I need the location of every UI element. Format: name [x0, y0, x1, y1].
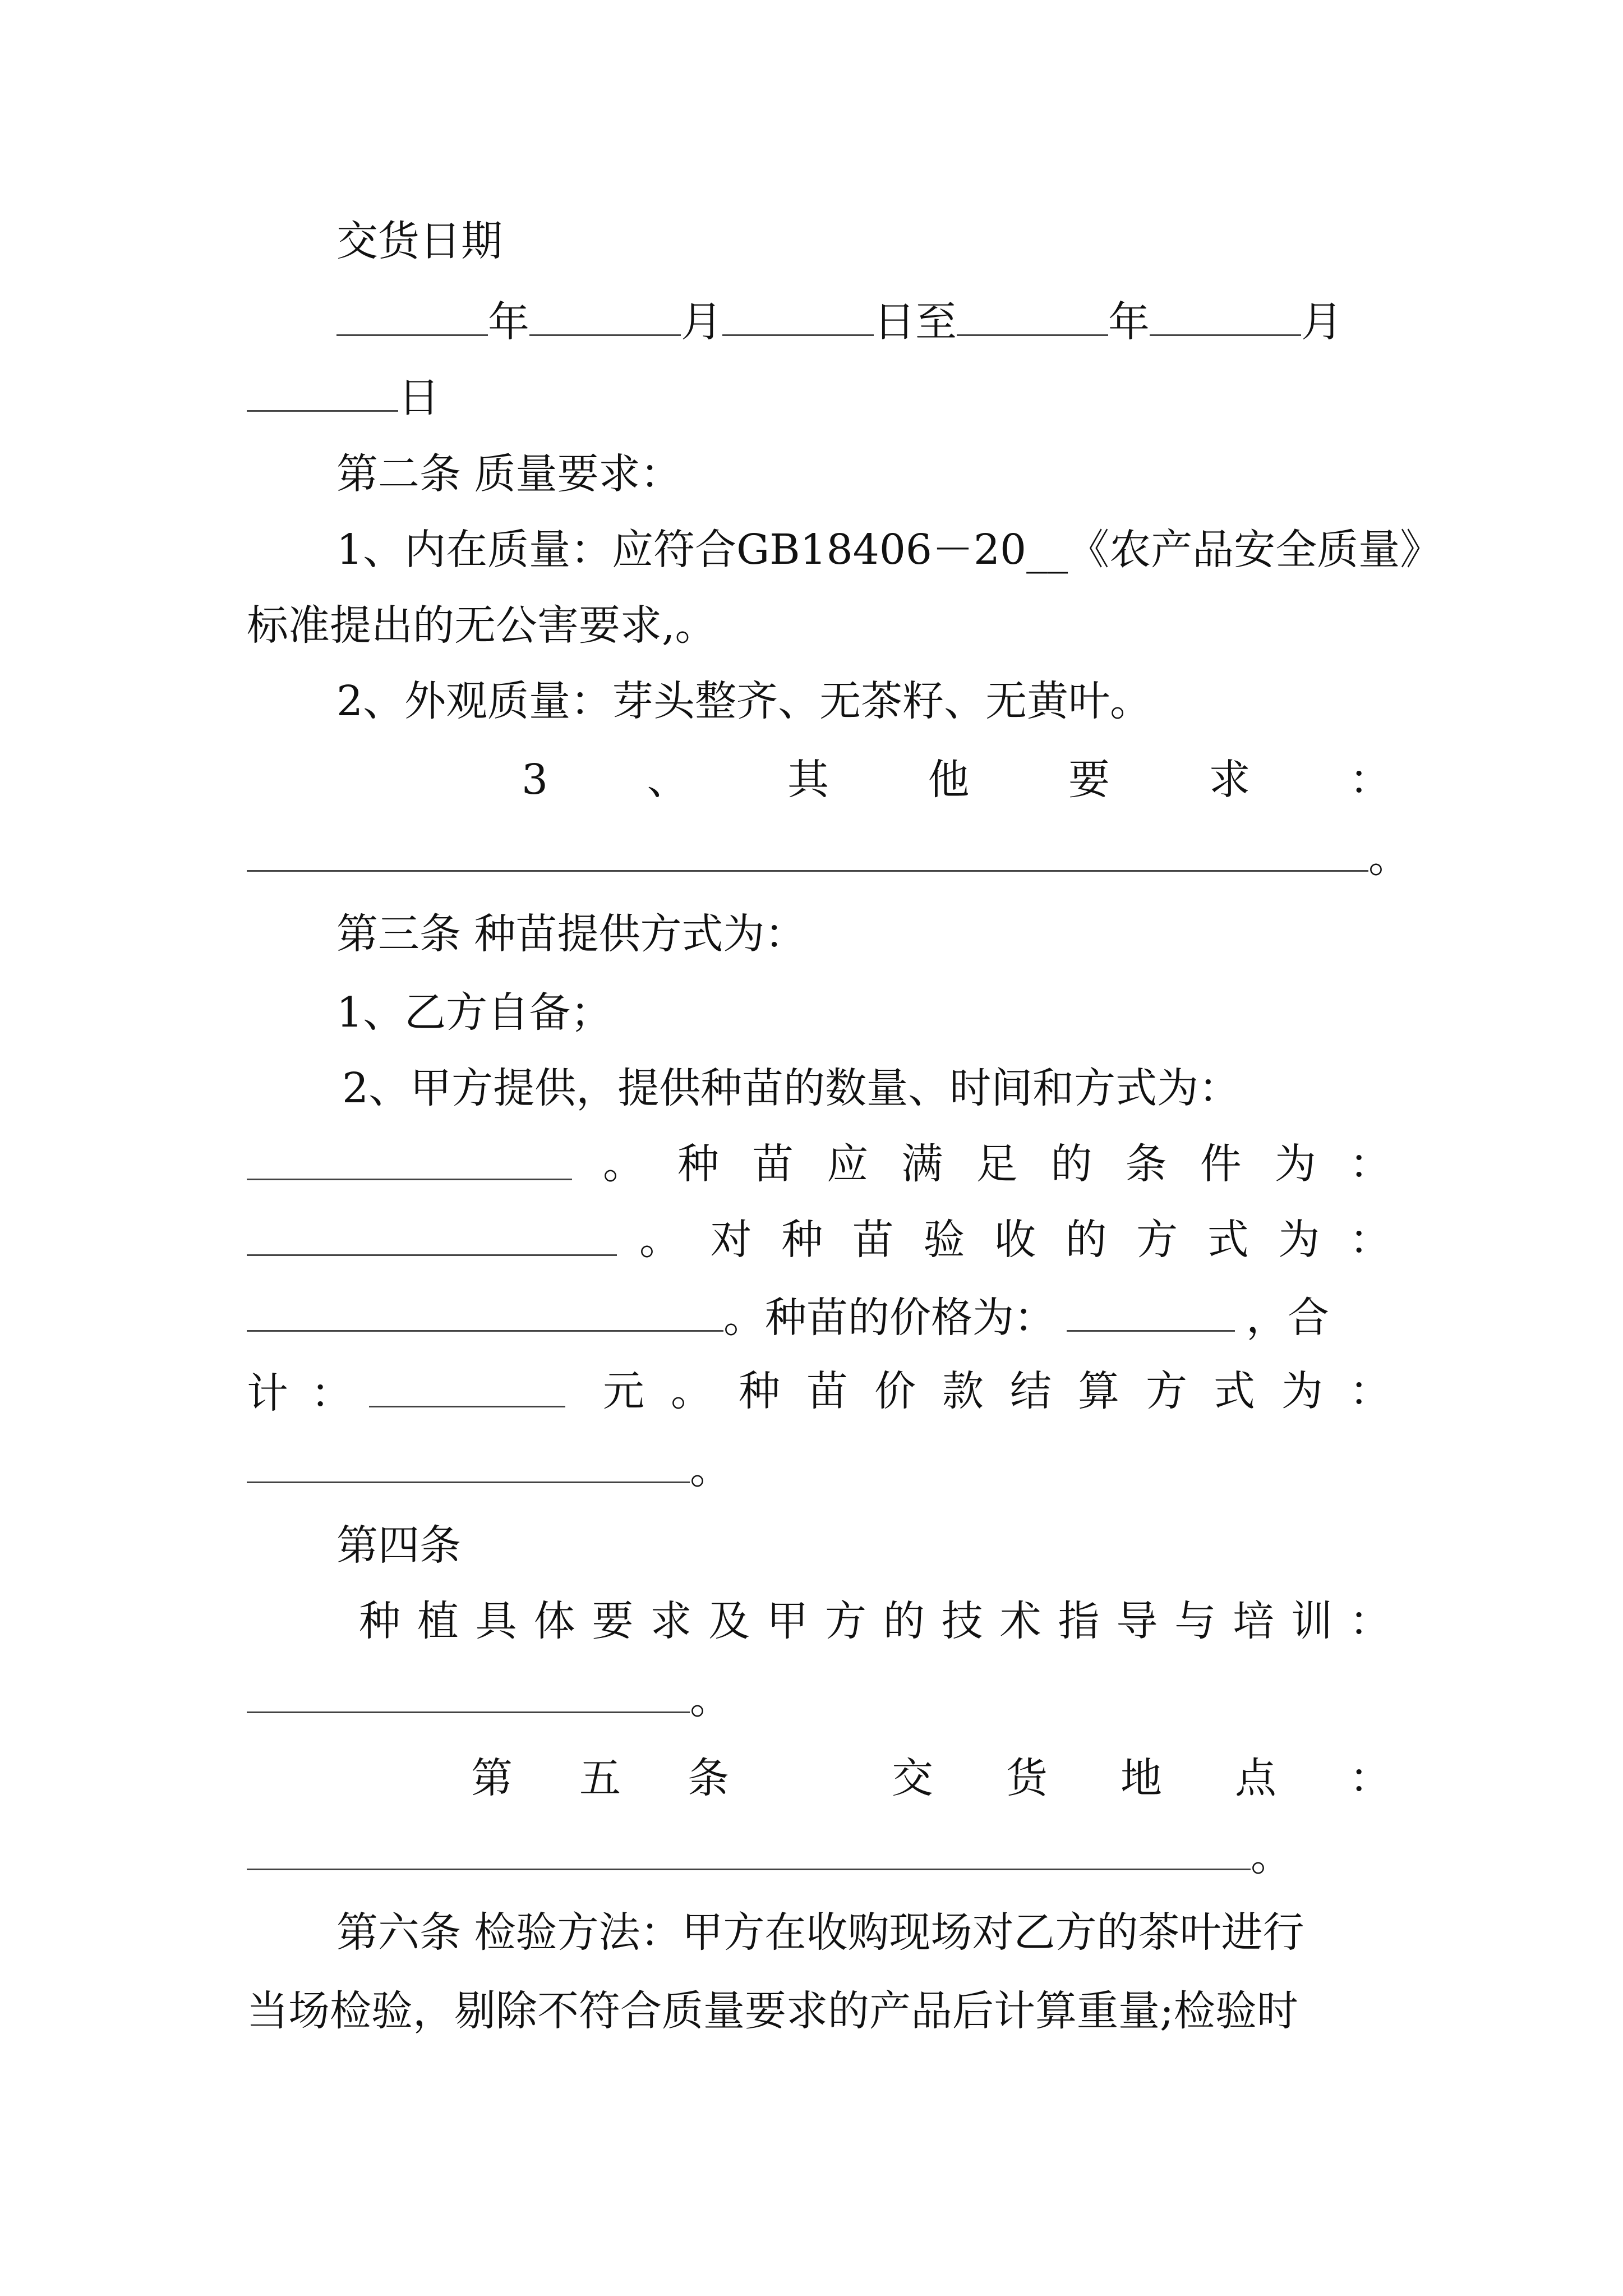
char: 方: [825, 1597, 866, 1645]
article-3-item-1: 1、乙方自备；: [336, 988, 612, 1037]
char: ：: [1349, 1597, 1391, 1645]
article-2-item-1: 1、内在质量：应符合GB18406－20__《农产品安全质量》: [336, 526, 1442, 574]
article-6-line-2: 当场检验，剔除不符合质量要求的产品后计算重量;检验时: [247, 1987, 1298, 2035]
char: 3: [522, 756, 548, 804]
period: 。: [1368, 834, 1410, 882]
date-unit: 月: [1301, 298, 1343, 346]
total-label: ，合: [1246, 1294, 1329, 1342]
char: 具: [475, 1597, 517, 1645]
period: 。: [690, 1445, 731, 1493]
char: 。: [639, 1216, 681, 1264]
char: 货: [1006, 1754, 1048, 1802]
char: 其: [787, 756, 829, 804]
period: 。: [690, 1675, 731, 1723]
date-unit: 年: [488, 298, 529, 346]
char: 种: [359, 1597, 400, 1645]
blank-field[interactable]: [529, 292, 681, 336]
date-unit: 月: [681, 298, 722, 346]
char: 种: [739, 1367, 780, 1415]
char: 五: [579, 1754, 621, 1802]
char: 及: [708, 1597, 750, 1645]
char: 求: [650, 1597, 692, 1645]
char: 的: [1065, 1216, 1107, 1264]
blank-field[interactable]: [1067, 1287, 1235, 1332]
seedling-conditions: [603, 1136, 1391, 1192]
char: 要: [592, 1597, 634, 1645]
date-unit: 日: [398, 374, 440, 422]
char: 点: [1235, 1754, 1276, 1802]
char: 交: [892, 1754, 933, 1802]
blank-field[interactable]: [722, 292, 874, 336]
article-2-item-1-cont: 标准提出的无公害要求,。: [247, 601, 717, 650]
char: 培: [1233, 1597, 1275, 1645]
char: 条: [688, 1754, 729, 1802]
char: 结: [1010, 1367, 1052, 1415]
char: ：: [1349, 1367, 1391, 1415]
blank-field[interactable]: [247, 1287, 723, 1332]
seedling-price-label: 。种苗的价格为：: [723, 1294, 1055, 1342]
char: 为: [1274, 1140, 1316, 1188]
article-3-item-2-line-4: [247, 1287, 1329, 1343]
blank-field[interactable]: [247, 367, 398, 412]
char: 应: [827, 1140, 869, 1188]
article-2-item-3: [522, 752, 1391, 808]
article-2-title: 第二条 质量要求：: [336, 450, 682, 498]
char: 。: [603, 1140, 644, 1188]
date-unit: 日至: [874, 298, 957, 346]
char: 求: [1209, 756, 1251, 804]
blank-field[interactable]: [336, 292, 488, 336]
blank-field[interactable]: [1150, 292, 1301, 336]
blank-field[interactable]: [369, 1363, 565, 1407]
char: 与: [1174, 1597, 1216, 1645]
char: 式: [1214, 1367, 1255, 1415]
date-unit: 年: [1108, 298, 1150, 346]
delivery-date-label: 交货日期: [336, 217, 502, 265]
char: 为: [1278, 1216, 1320, 1264]
char: 苗: [752, 1140, 794, 1188]
article-3-item-2: 2、甲方提供，提供种苗的数量、时间和方式为：: [342, 1064, 1241, 1112]
char: 件: [1200, 1140, 1242, 1188]
char: 式: [1207, 1216, 1249, 1264]
article-5-label: [892, 1750, 1391, 1806]
article-4-title: 第四条: [336, 1521, 461, 1570]
char: 植: [417, 1597, 459, 1645]
char: 足: [976, 1140, 1018, 1188]
blank-field[interactable]: [247, 1669, 690, 1713]
char: 苗: [806, 1367, 848, 1415]
blank-field[interactable]: [957, 292, 1108, 336]
article-5-title: [471, 1750, 729, 1806]
char: 要: [1068, 756, 1110, 804]
article-3-item-2-line-2: [247, 1136, 572, 1192]
blank-field[interactable]: [247, 827, 1368, 872]
char: 款: [942, 1367, 984, 1415]
char: 种: [677, 1140, 720, 1188]
char: 价: [874, 1367, 916, 1415]
blank-field[interactable]: [247, 1826, 1251, 1870]
char: 的: [1050, 1140, 1092, 1188]
char: 方: [1136, 1216, 1178, 1264]
char: 方: [1146, 1367, 1187, 1415]
char: 第: [471, 1754, 513, 1802]
char: 验: [923, 1216, 965, 1264]
payment-method: [603, 1363, 1391, 1419]
article-4-blank: [247, 1669, 731, 1725]
article-3-title: 第三条 种苗提供方式为：: [336, 910, 806, 958]
char: 导: [1116, 1597, 1158, 1645]
article-4-text: [359, 1593, 1391, 1649]
char: 术: [999, 1597, 1041, 1645]
char: 他: [928, 756, 970, 804]
article-2-item-3-blank: [247, 827, 1410, 884]
char: ：: [1349, 1140, 1391, 1188]
char: 算: [1078, 1367, 1119, 1415]
char: 。: [671, 1367, 712, 1415]
char: 体: [533, 1597, 575, 1645]
blank-field[interactable]: [247, 1439, 690, 1483]
char: 训: [1291, 1597, 1332, 1645]
blank-field[interactable]: [247, 1136, 572, 1180]
char: 条: [1125, 1140, 1167, 1188]
char: 种: [781, 1216, 823, 1264]
article-2-item-2: 2、外观质量：芽头整齐、无茶籽、无黄叶。: [336, 677, 1152, 725]
period: 。: [1251, 1832, 1292, 1880]
char: 甲: [767, 1597, 809, 1645]
char: 元: [603, 1367, 644, 1415]
char: 地: [1121, 1754, 1162, 1802]
char: 苗: [852, 1216, 894, 1264]
article-3-item-2-line-6: [247, 1439, 731, 1495]
char: 的: [883, 1597, 925, 1645]
blank-field[interactable]: [247, 1212, 617, 1256]
article-5-blank: [247, 1826, 1292, 1882]
char: 对: [710, 1216, 752, 1264]
article-3-item-2-line-3: [247, 1212, 617, 1268]
article-6-line-1: 第六条 检验方法：甲方在收购现场对乙方的茶叶进行: [336, 1908, 1304, 1957]
article-3-item-2-line-5: [247, 1363, 565, 1419]
char: 收: [994, 1216, 1036, 1264]
char: ：: [311, 1369, 352, 1418]
seedling-acceptance: [639, 1212, 1391, 1268]
char: 、: [647, 756, 689, 804]
char: 指: [1058, 1597, 1100, 1645]
char: 满: [901, 1140, 943, 1188]
char: 技: [941, 1597, 983, 1645]
char: 为: [1281, 1367, 1323, 1415]
date-range-line-end: [247, 367, 440, 424]
char: 计: [247, 1369, 288, 1418]
char: ：: [1349, 756, 1391, 804]
date-range-line: [336, 292, 1343, 348]
char: ：: [1349, 1754, 1391, 1802]
char: ：: [1349, 1216, 1391, 1264]
